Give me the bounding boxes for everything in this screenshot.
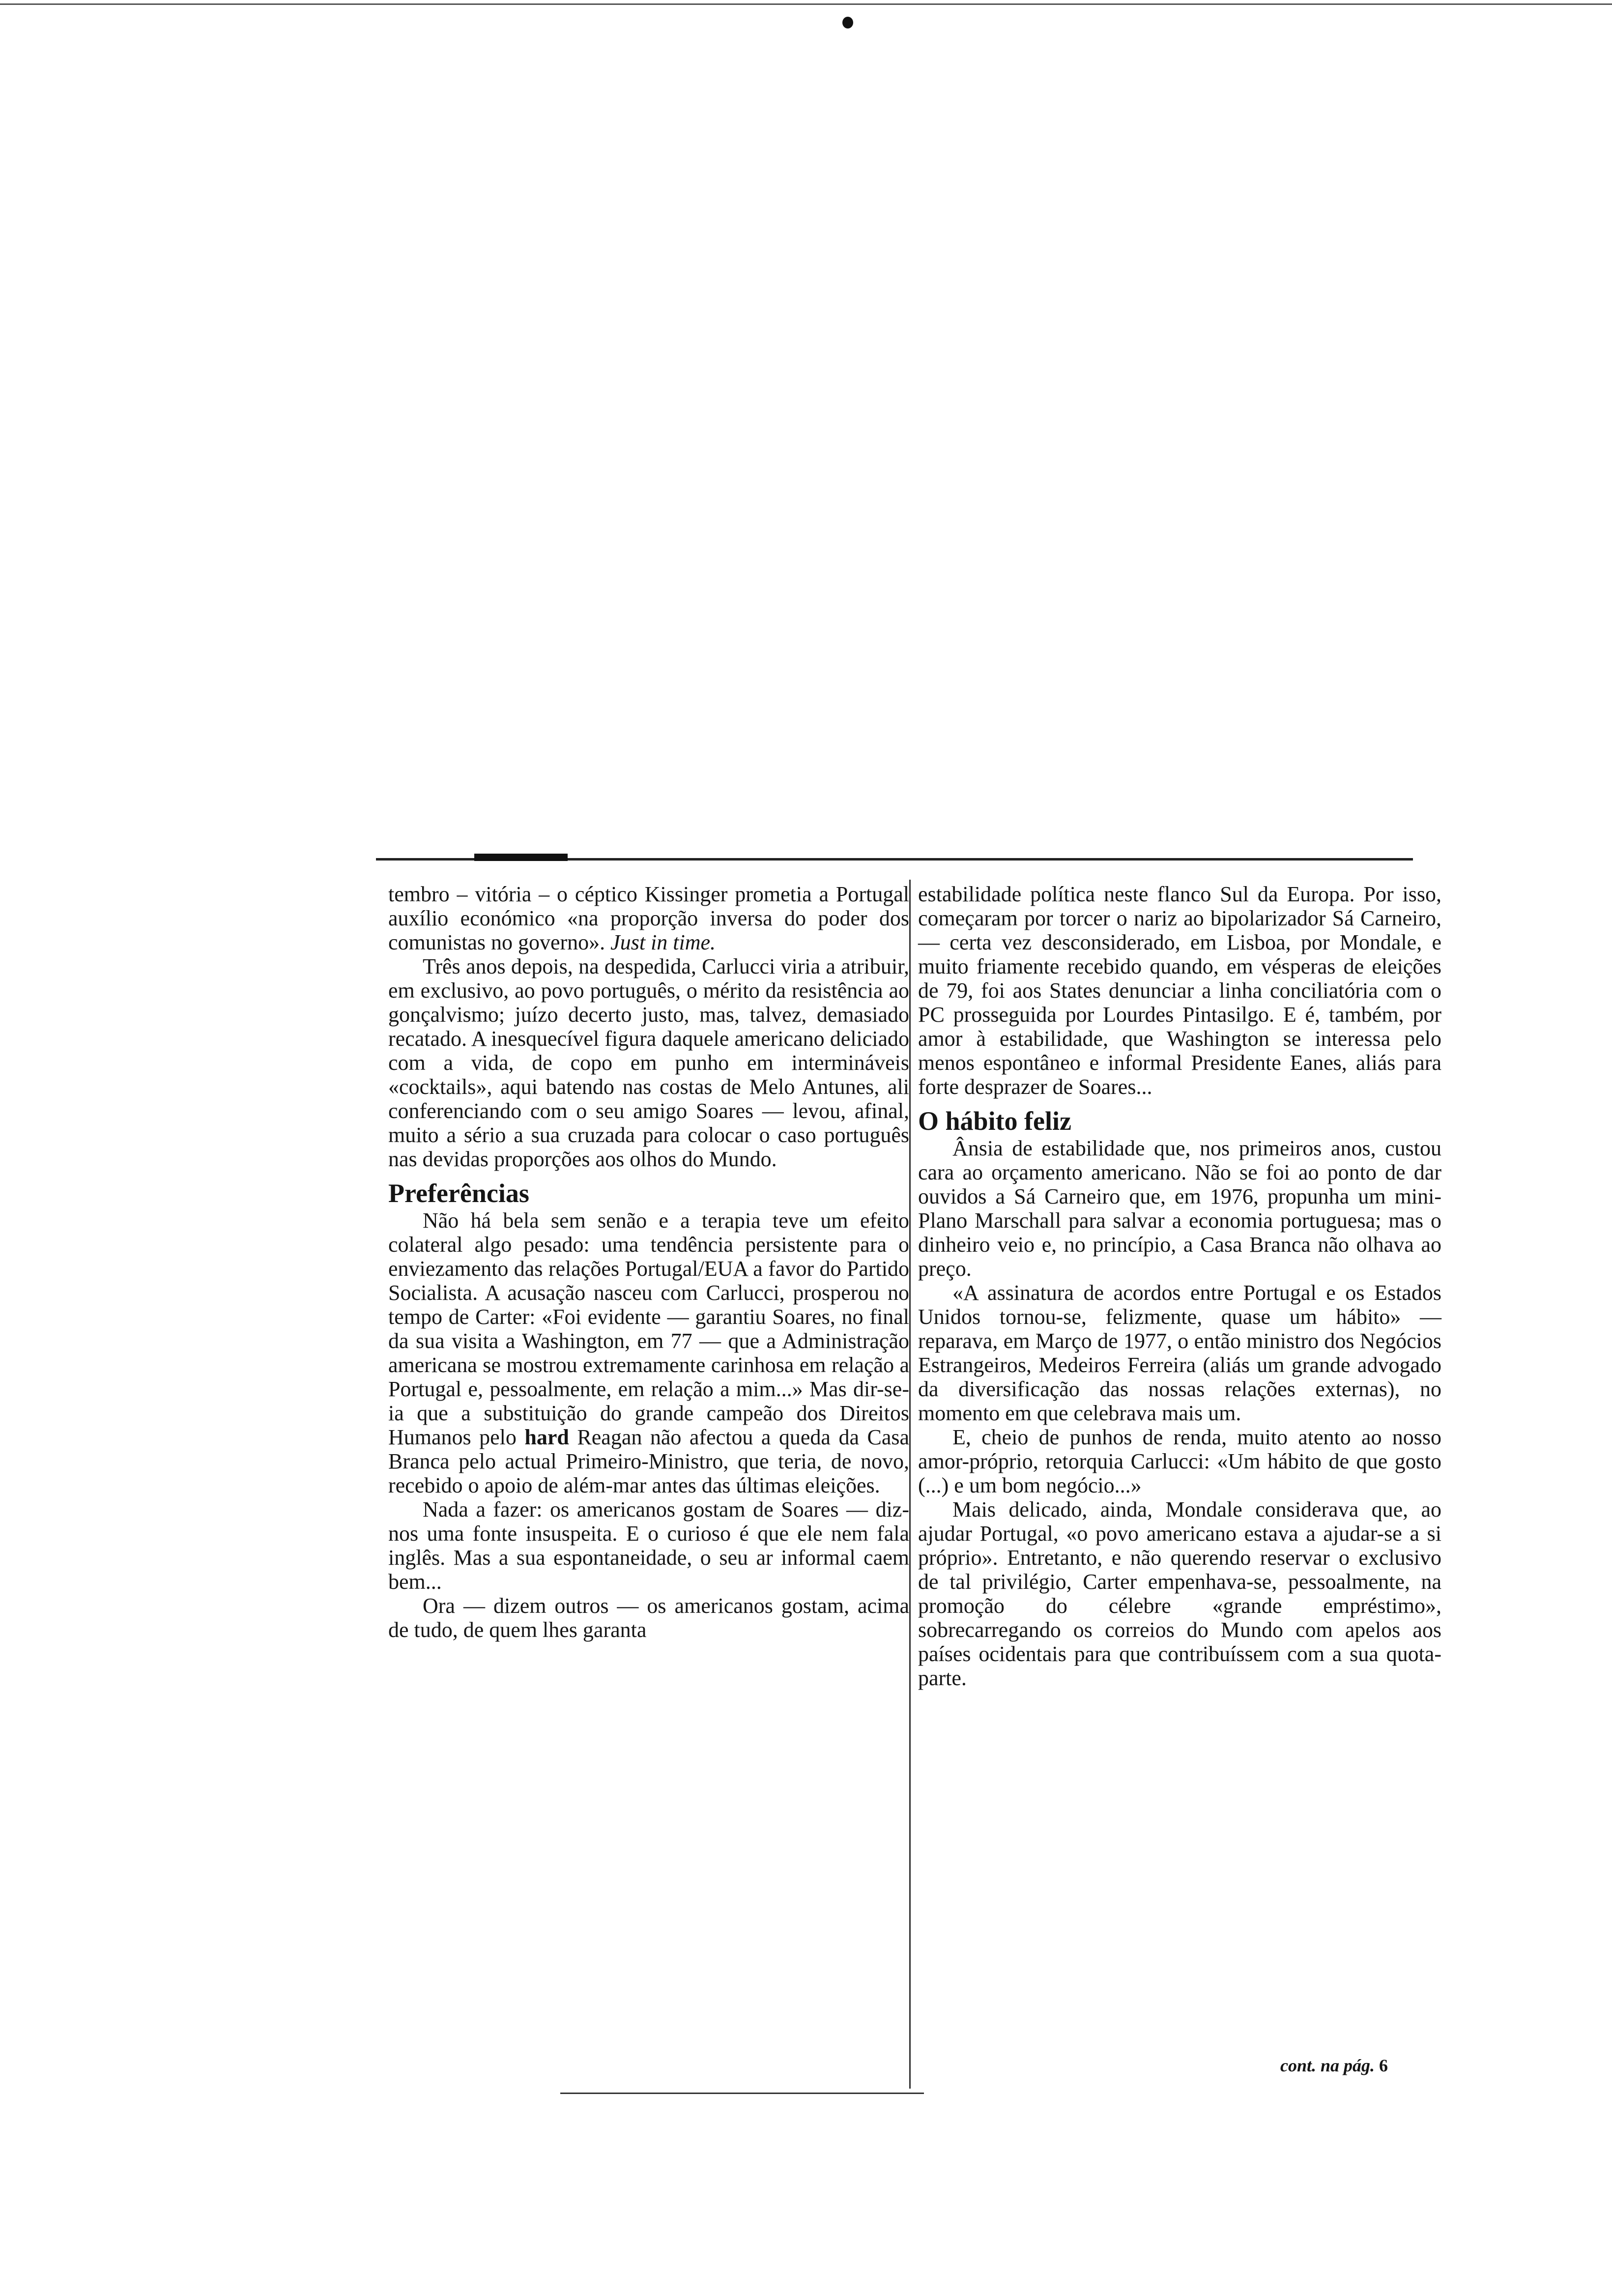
left-paragraph-3-bold: hard bbox=[524, 1425, 569, 1449]
left-paragraph-4: Nada a fazer: os americanos gostam de Soares — diz-nos uma fonte insuspeita. E o curioso é que ele nem fala inglês. Mas a sua espontaneidade, o seu ar informal caem bem... bbox=[388, 1497, 909, 1594]
right-paragraph-5: Mais delicado, ainda, Mondale considerava que, ao ajudar Portugal, «o povo americano estava a ajudar-se a si próprio». Entretanto, e não querendo reservar o exclusivo de tal privilégio, Carter empenhava-se, pessoalmente, na promoção do célebre «grande empréstimo», sobrecarregando os correios do Mundo com apelos aos países ocidentais para que contribuíssem com a sua quota-parte. bbox=[918, 1497, 1441, 1690]
right-paragraph-2: Ânsia de estabilidade que, nos primeiros anos, custou cara ao orçamento americano. Não se foi ao ponto de dar ouvidos a Sá Carneiro que, em 1976, propunha um mini-Plano Marschall para salvar a economia portuguesa; mas o dinheiro veio e, no princípio, a Casa Branca não olhava ao preço. bbox=[918, 1136, 1441, 1281]
top-rule bbox=[0, 3, 1612, 5]
column-divider bbox=[909, 880, 911, 2089]
section-heading-preferencias: Preferências bbox=[388, 1178, 529, 1208]
left-paragraph-1-emphasis: Just in time. bbox=[610, 930, 716, 954]
left-column bbox=[388, 882, 909, 1642]
continued-note bbox=[1280, 2055, 1388, 2076]
left-paragraph-2: Três anos depois, na despedida, Carlucci viria a atribuir, em exclusivo, ao povo português, o mérito da resistência ao gonçalvismo; juízo decerto justo, mas, talvez, demasiado recatado. A inesquecível figura daquele americano deliciado com a vida, de copo em punho em intermináveis «cocktails», aqui batendo nas costas de Melo Antunes, ali conferenciando com o seu amigo Soares — levou, afinal, muito a sério a sua cruzada para colocar o caso português nas devidas proporções aos olhos do Mundo. bbox=[388, 954, 909, 1171]
left-paragraph-3 bbox=[388, 1208, 909, 1497]
left-paragraph-5: Ora — dizem outros — os americanos gostam, acima de tudo, de quem lhes garanta bbox=[388, 1594, 909, 1642]
right-column bbox=[918, 882, 1441, 1690]
bottom-rule bbox=[560, 2093, 924, 2094]
left-paragraph-1 bbox=[388, 882, 909, 954]
scan-dot bbox=[842, 17, 853, 29]
left-paragraph-1-text: tembro – vitória – o céptico Kissinger prometia a Portugal auxílio económico «na proporção inversa do poder dos comunistas no governo». bbox=[388, 882, 909, 954]
right-paragraph-1: estabilidade política neste flanco Sul da Europa. Por isso, começaram por torcer o nariz ao bipolarizador Sá Carneiro, — certa vez desconsiderado, em Lisboa, por Mondale, e muito friamente recebido quando, em vésperas de eleições de 79, foi aos States denunciar a linha conciliatória com o PC prosseguida por Lourdes Pintasilgo. E é, também, por amor à estabilidade, que Washington se interessa pelo menos espontâneo e informal Presidente Eanes, aliás para forte desprazer de Soares... bbox=[918, 882, 1441, 1099]
article-rule-accent bbox=[474, 854, 568, 861]
continued-page-number: 6 bbox=[1379, 2056, 1388, 2075]
left-paragraph-3-text-b: Reagan não afectou a queda da Casa Branca pelo actual Primeiro-Ministro, que teria, de novo, recebido o apoio de além-mar antes das últimas eleições. bbox=[388, 1425, 910, 1497]
right-paragraph-4: E, cheio de punhos de renda, muito atento ao nosso amor-próprio, retorquia Carlucci: «Um hábito de que gosto (...) e um bom negócio...» bbox=[918, 1425, 1441, 1497]
right-paragraph-3: «A assinatura de acordos entre Portugal e os Estados Unidos tornou-se, felizmente, quase um hábito» — reparava, em Março de 1977, o então ministro dos Negócios Estrangeiros, Medeiros Ferreira (aliás um grande advogado da diversificação das nossas relações externas), no momento em que celebrava mais um. bbox=[918, 1281, 1441, 1425]
section-heading-habito-feliz: O hábito feliz bbox=[918, 1106, 1071, 1136]
left-paragraph-3-text-a: Não há bela sem senão e a terapia teve um efeito colateral algo pesado: uma tendência persistente para o enviezamento das relações Portugal/EUA a favor do Partido Socialista. A acusação nasceu com Carlucci, prosperou no tempo de Carter: «Foi evidente — garantiu Soares, no final da sua visita a Washington, em 77 — que a Administração americana se mostrou extremamente carinhosa em relação a Portugal e, pessoalmente, em relação a mim...» Mas dir-se-ia que a substituição do grande campeão dos Direitos Humanos pelo bbox=[388, 1208, 909, 1449]
continued-label: cont. na pág. bbox=[1280, 2056, 1375, 2075]
